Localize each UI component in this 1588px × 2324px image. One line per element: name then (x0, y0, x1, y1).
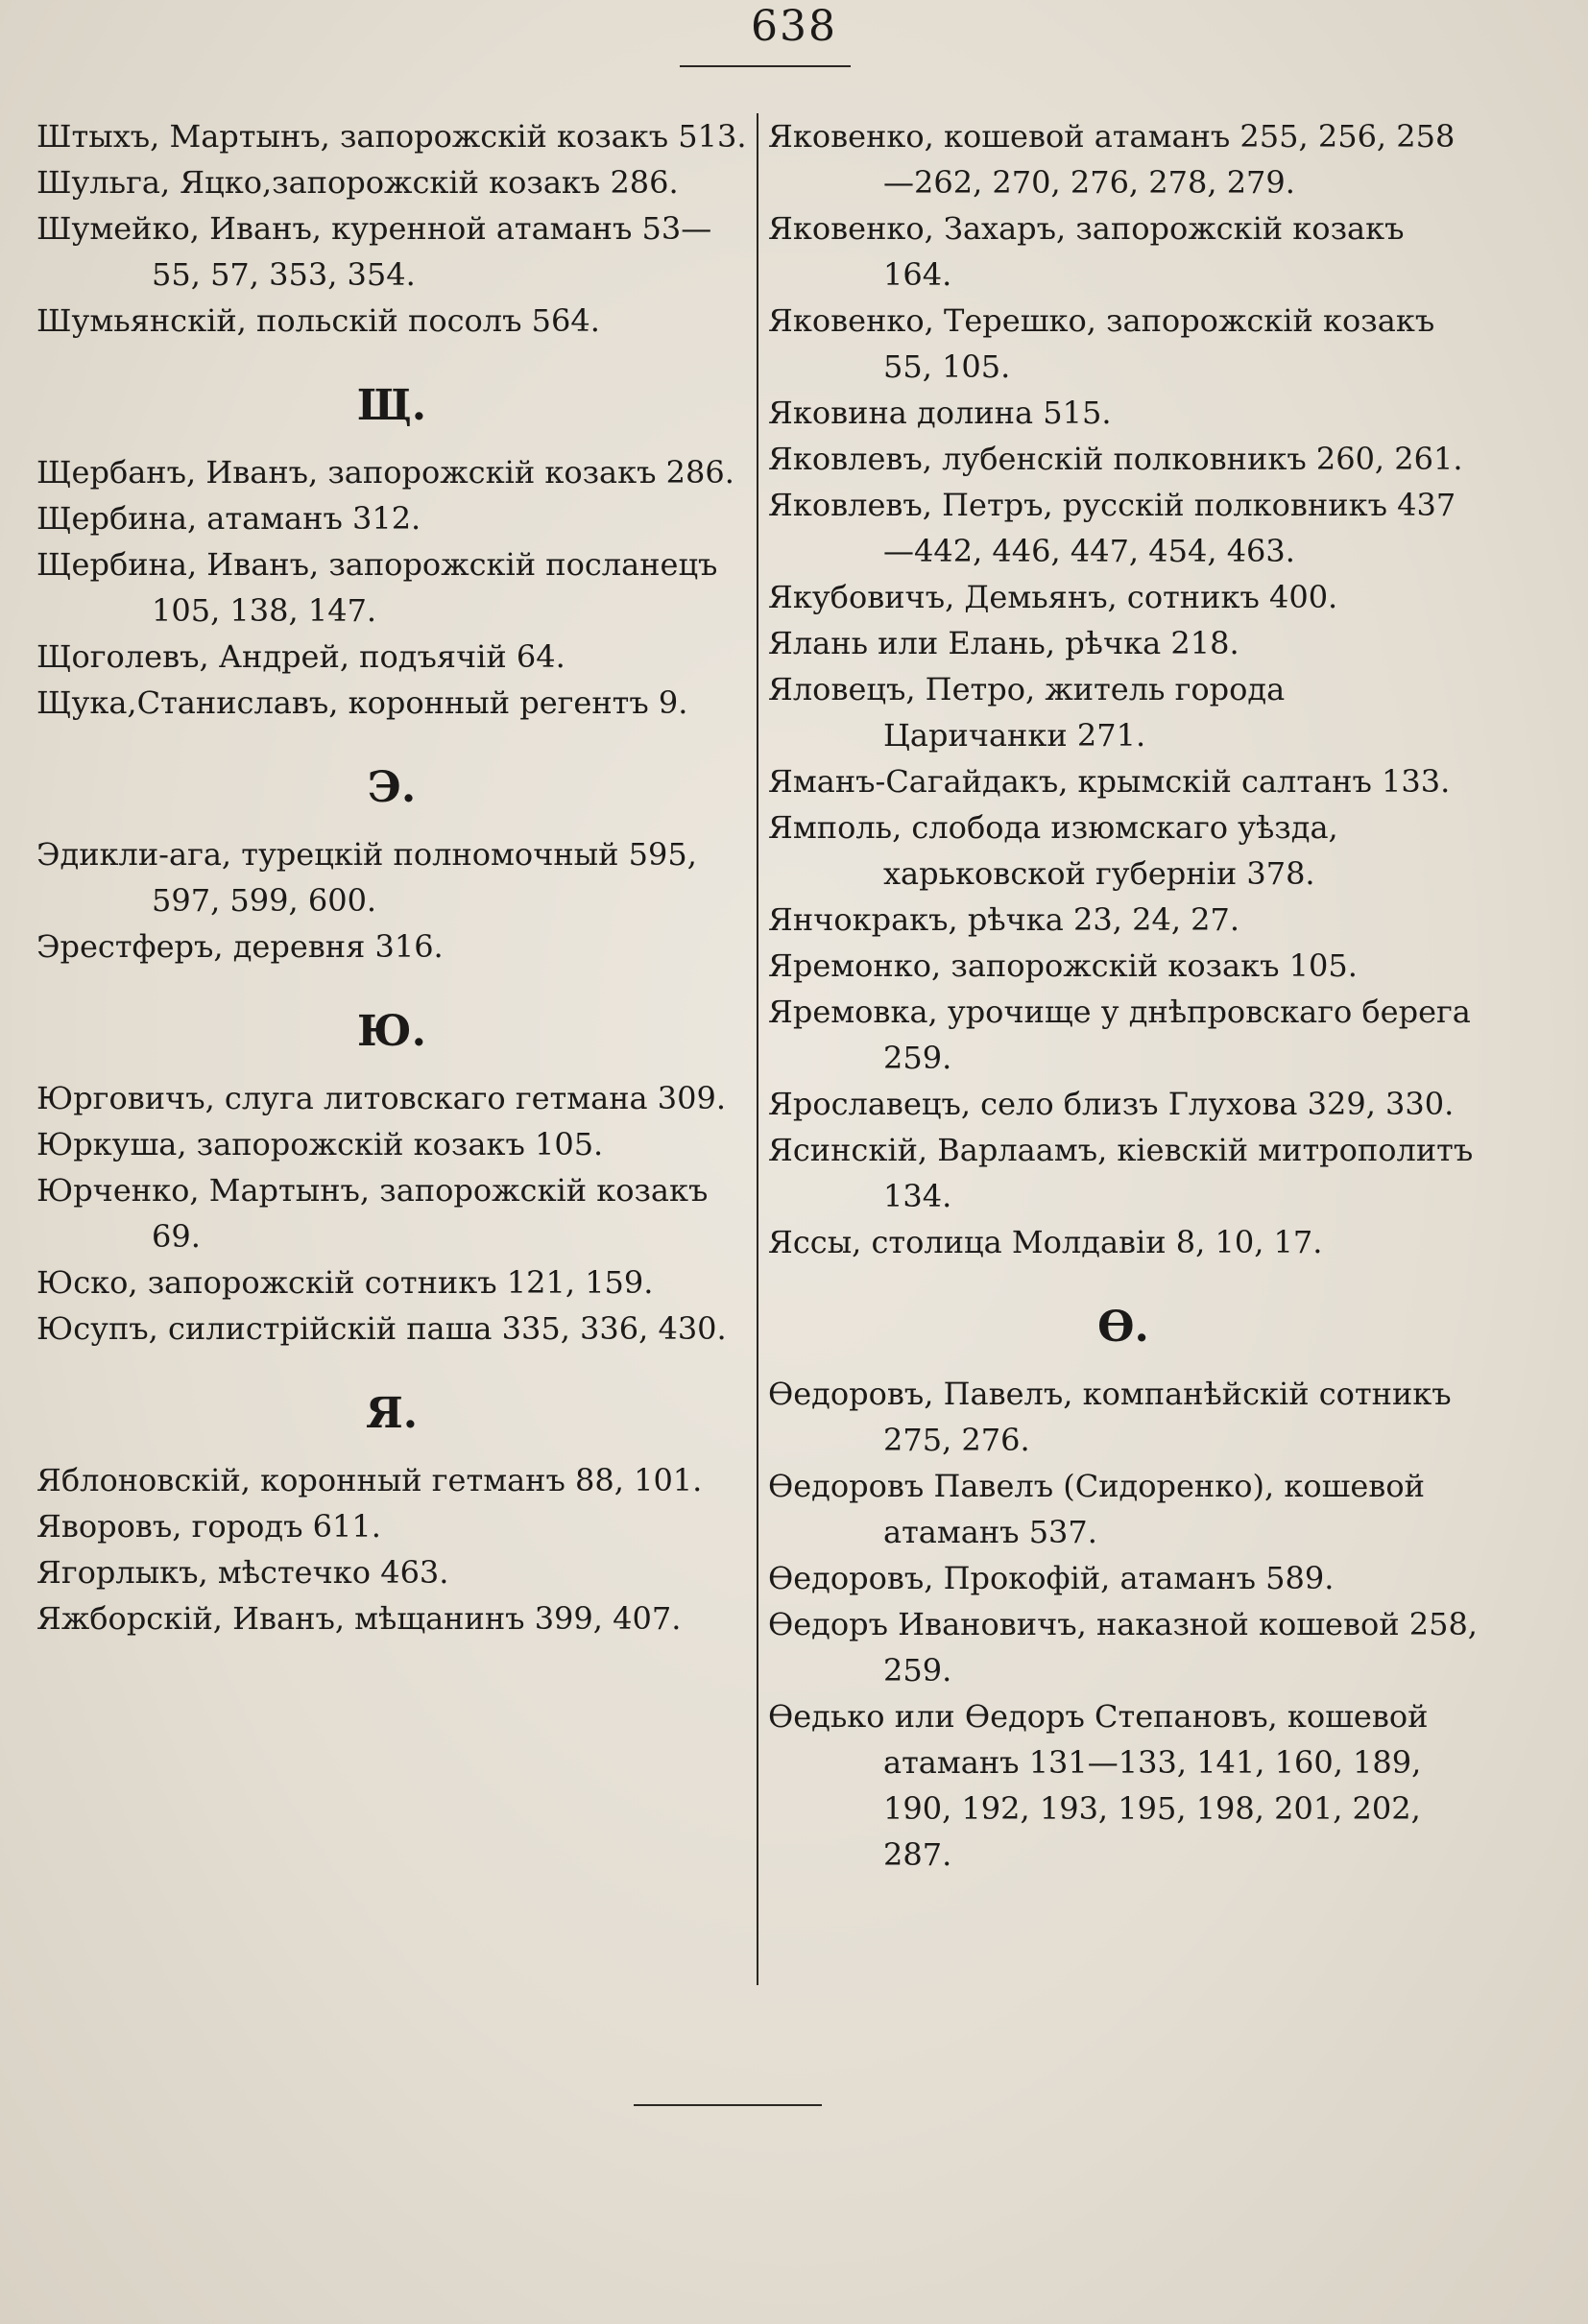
index-entry: Юсупъ, силистрійскій паша 335, 336, 430. (36, 1310, 727, 1347)
index-entry: Ѳедоровъ, Прокофій, атаманъ 589. (768, 1560, 1335, 1596)
section-letter: Ѳ. (1097, 1303, 1149, 1352)
index-column-right (768, 113, 1479, 1878)
index-entry: Ѳедоровъ, Павелъ, компанѣйскій сотникъ 275, 276. (768, 1376, 1452, 1458)
footer-rule (634, 2104, 822, 2106)
index-entry: Ѳедько или Ѳедоръ Степановъ, кошевой атаманъ 131—133, 141, 160, 189, 190, 192, 193, 195, 198, 201, 202, 287. (768, 1698, 1429, 1873)
index-entry: Яковенко, Терешко, запорожскій козакъ 55, 105. (768, 302, 1435, 385)
index-entry: Якубовичъ, Демьянъ, сотникъ 400. (768, 579, 1338, 615)
section-letter: Ю. (357, 1007, 426, 1056)
index-entry: Щоголевъ, Андрей, подъячій 64. (36, 638, 565, 675)
index-entry: Ягорлыкъ, мѣстечко 463. (36, 1554, 449, 1591)
index-entry: Ярославецъ, село близъ Глухова 329, 330. (768, 1086, 1455, 1122)
index-entry: Шумьянскій, польскій посолъ 564. (36, 302, 600, 339)
index-entry: Яремовка, урочище у днѣпровскаго берега 259. (768, 994, 1471, 1076)
index-entry: Яковлевъ, Петръ, русскій полковникъ 437—442, 446, 447, 454, 463. (768, 487, 1456, 569)
index-entry: Шульга, Яцко,запорожскій козакъ 286. (36, 164, 679, 201)
index-entry: Шумейко, Иванъ, куренной атаманъ 53—55, 57, 353, 354. (36, 210, 712, 293)
index-entry: Щука,Станиславъ, коронный регентъ 9. (36, 684, 688, 721)
index-entry: Яманъ-Сагайдакъ, крымскій салтанъ 133. (768, 763, 1451, 800)
index-entry: Яковенко, кошевой атаманъ 255, 256, 258—262, 270, 276, 278, 279. (768, 118, 1456, 201)
index-entry: Юрговичъ, слуга литовскаго гетмана 309. (36, 1080, 727, 1116)
column-divider (757, 113, 758, 1985)
index-entry: Ямполь, слобода изюмскаго уѣзда, харьковской губерніи 378. (768, 809, 1338, 892)
index-entry: Яворовъ, городъ 611. (36, 1508, 381, 1545)
index-entry: Ѳедоровъ Павелъ (Сидоренко), кошевой атаманъ 537. (768, 1468, 1425, 1550)
section-letter: Я. (365, 1389, 419, 1438)
index-entry: Юркуша, запорожскій козакъ 105. (36, 1126, 604, 1162)
index-entry: Яжборскій, Иванъ, мѣщанинъ 399, 407. (36, 1600, 682, 1637)
index-entry: Юско, запорожскій сотникъ 121, 159. (36, 1264, 654, 1301)
index-entry: Штыхъ, Мартынъ, запорожскій козакъ 513. (36, 118, 747, 155)
section-letter: Щ. (356, 381, 427, 430)
index-column-left (36, 113, 747, 1641)
header-rule (680, 65, 851, 67)
index-entry: Яловецъ, Петро, житель города Царичанки 271. (768, 671, 1286, 754)
index-entry: Эдикли-ага, турецкій полномочный 595, 597, 599, 600. (36, 836, 697, 919)
page-number: 638 (751, 2, 837, 51)
index-entry: Яремонко, запорожскій козакъ 105. (768, 947, 1358, 984)
index-entry: Яблоновскій, коронный гетманъ 88, 101. (36, 1462, 703, 1498)
index-entry: Яссы, столица Молдавіи 8, 10, 17. (768, 1224, 1323, 1260)
index-entry: Щербина, атаманъ 312. (36, 500, 421, 537)
index-entry: Янчокракъ, рѣчка 23, 24, 27. (768, 901, 1240, 938)
index-entry: Яковлевъ, лубенскій полковникъ 260, 261. (768, 441, 1463, 477)
index-entry: Щербанъ, Иванъ, запорожскій козакъ 286. (36, 454, 734, 491)
section-letter: Э. (367, 763, 417, 812)
index-entry: Юрченко, Мартынъ, запорожскій козакъ 69. (36, 1172, 709, 1255)
index-entry: Ялань или Елань, рѣчка 218. (768, 625, 1239, 661)
index-entry: Щербина, Иванъ, запорожскій посланецъ 105, 138, 147. (36, 546, 718, 629)
index-entry: Эрестферъ, деревня 316. (36, 928, 444, 965)
index-entry: Яковина долина 515. (768, 395, 1112, 431)
index-entry: Ѳедоръ Ивановичъ, наказной кошевой 258, 259. (768, 1606, 1478, 1689)
index-entry: Ясинскій, Варлаамъ, кіевскій митрополитъ 134. (768, 1132, 1474, 1214)
index-entry: Яковенко, Захаръ, запорожскій козакъ 164. (768, 210, 1405, 293)
